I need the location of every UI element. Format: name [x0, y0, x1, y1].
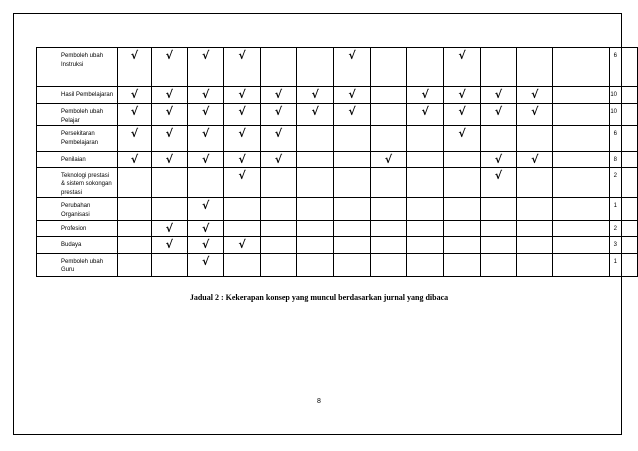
total-count: 2	[610, 167, 638, 198]
mark-cell	[118, 236, 152, 253]
mark-cell	[297, 167, 334, 198]
mark-cell	[151, 126, 187, 152]
mark-cell	[517, 198, 553, 221]
factor-label: Pemboleh ubah Guru	[37, 253, 118, 276]
mark-cell	[553, 48, 610, 87]
mark-cell	[334, 236, 370, 253]
mark-cell	[224, 167, 260, 198]
mark-cell	[517, 152, 553, 168]
total-count: 8	[610, 152, 638, 168]
mark-cell	[151, 152, 187, 168]
mark-cell	[480, 104, 516, 126]
mark-cell	[297, 48, 334, 87]
mark-cell	[118, 87, 152, 104]
mark-cell	[553, 126, 610, 152]
mark-cell	[370, 87, 406, 104]
mark-cell	[444, 167, 480, 198]
mark-cell	[553, 236, 610, 253]
mark-cell	[151, 167, 187, 198]
table-row	[37, 236, 638, 253]
check-mark-icon: √	[201, 105, 210, 118]
mark-cell	[480, 48, 516, 87]
mark-cell	[297, 236, 334, 253]
mark-cell	[517, 87, 553, 104]
mark-cell	[297, 198, 334, 221]
check-mark-icon: √	[348, 49, 356, 62]
check-mark-icon: √	[238, 237, 246, 251]
mark-cell	[187, 87, 223, 104]
check-mark-icon: √	[311, 88, 319, 101]
mark-cell	[334, 253, 370, 276]
mark-cell	[334, 167, 370, 198]
table-row	[37, 221, 638, 237]
mark-cell	[517, 253, 553, 276]
check-mark-icon: √	[531, 153, 539, 166]
mark-cell	[444, 236, 480, 253]
check-mark-icon: √	[165, 153, 173, 166]
check-mark-icon: √	[238, 105, 246, 118]
check-mark-icon: √	[494, 88, 503, 101]
check-mark-icon: √	[458, 127, 466, 140]
mark-cell	[151, 236, 187, 253]
mark-cell	[260, 126, 296, 152]
mark-cell	[407, 152, 444, 168]
mark-cell	[118, 253, 152, 276]
mark-cell	[260, 104, 296, 126]
check-mark-icon: √	[494, 153, 503, 166]
total-count: 1	[610, 253, 638, 276]
check-mark-icon: √	[531, 105, 539, 118]
check-mark-icon: √	[238, 153, 246, 166]
mark-cell	[118, 198, 152, 221]
mark-cell	[297, 221, 334, 237]
mark-cell	[260, 198, 296, 221]
mark-cell	[444, 253, 480, 276]
mark-cell	[151, 221, 187, 237]
factor-label: Persekitaran Pembelajaran	[37, 126, 118, 152]
check-mark-icon: √	[274, 127, 283, 140]
mark-cell	[370, 253, 406, 276]
mark-cell	[118, 167, 152, 198]
mark-cell	[297, 126, 334, 152]
mark-cell	[187, 198, 223, 221]
mark-cell	[187, 236, 223, 253]
mark-cell	[370, 236, 406, 253]
mark-cell	[151, 87, 187, 104]
mark-cell	[118, 152, 152, 168]
mark-cell	[260, 221, 296, 237]
mark-cell	[224, 87, 260, 104]
check-mark-icon: √	[201, 153, 210, 166]
total-count: 10	[610, 87, 638, 104]
mark-cell	[517, 221, 553, 237]
mark-cell	[224, 253, 260, 276]
check-mark-icon: √	[238, 49, 246, 62]
factor-label: Profesion	[37, 221, 118, 237]
check-mark-icon: √	[421, 88, 429, 101]
mark-cell	[370, 48, 406, 87]
mark-cell	[334, 126, 370, 152]
mark-cell	[480, 253, 516, 276]
mark-cell	[370, 126, 406, 152]
mark-cell	[517, 48, 553, 87]
mark-cell	[334, 87, 370, 104]
mark-cell	[187, 48, 223, 87]
mark-cell	[480, 152, 516, 168]
mark-cell	[334, 104, 370, 126]
check-mark-icon: √	[165, 222, 173, 235]
check-mark-icon: √	[201, 127, 210, 140]
check-mark-icon: √	[458, 88, 466, 101]
table-row	[37, 167, 638, 198]
mark-cell	[480, 167, 516, 198]
mark-cell	[224, 236, 260, 253]
mark-cell	[370, 198, 406, 221]
mark-cell	[553, 221, 610, 237]
check-mark-icon: √	[311, 105, 319, 118]
mark-cell	[224, 152, 260, 168]
table-row	[37, 152, 638, 168]
mark-cell	[480, 221, 516, 237]
mark-cell	[370, 152, 406, 168]
mark-cell	[151, 198, 187, 221]
total-count: 6	[610, 48, 638, 87]
mark-cell	[553, 167, 610, 198]
mark-cell	[553, 87, 610, 104]
mark-cell	[407, 253, 444, 276]
mark-cell	[187, 253, 223, 276]
mark-cell	[517, 104, 553, 126]
mark-cell	[553, 253, 610, 276]
factor-label: Pemboleh ubah Pelajar	[37, 104, 118, 126]
check-mark-icon: √	[165, 105, 173, 118]
total-count: 2	[610, 221, 638, 237]
mark-cell	[444, 87, 480, 104]
table-row	[37, 126, 638, 152]
mark-cell	[407, 221, 444, 237]
mark-cell	[334, 48, 370, 87]
check-mark-icon: √	[458, 105, 466, 118]
check-mark-icon: √	[165, 237, 173, 251]
check-mark-icon: √	[201, 88, 210, 101]
mark-cell	[480, 236, 516, 253]
check-mark-icon: √	[201, 199, 210, 212]
mark-cell	[370, 221, 406, 237]
mark-cell	[407, 104, 444, 126]
check-mark-icon: √	[494, 105, 503, 118]
mark-cell	[407, 236, 444, 253]
mark-cell	[480, 126, 516, 152]
mark-cell	[151, 253, 187, 276]
mark-cell	[517, 126, 553, 152]
check-mark-icon: √	[201, 237, 210, 251]
mark-cell	[334, 221, 370, 237]
mark-cell	[187, 221, 223, 237]
total-count: 6	[610, 126, 638, 152]
check-mark-icon: √	[130, 127, 139, 140]
mark-cell	[151, 48, 187, 87]
factor-label: Hasil Pembelajaran	[37, 87, 118, 104]
check-mark-icon: √	[274, 153, 283, 166]
check-mark-icon: √	[348, 88, 356, 101]
factor-label: Budaya	[37, 236, 118, 253]
table-row	[37, 48, 638, 87]
mark-cell	[480, 87, 516, 104]
factor-label: Perubahan Organisasi	[37, 198, 118, 221]
mark-cell	[187, 104, 223, 126]
mark-cell	[297, 152, 334, 168]
check-mark-icon: √	[130, 105, 139, 118]
check-mark-icon: √	[238, 127, 246, 140]
mark-cell	[224, 104, 260, 126]
mark-cell	[553, 152, 610, 168]
mark-cell	[334, 152, 370, 168]
mark-cell	[224, 198, 260, 221]
mark-cell	[480, 198, 516, 221]
mark-cell	[553, 104, 610, 126]
mark-cell	[553, 198, 610, 221]
check-mark-icon: √	[238, 88, 246, 101]
mark-cell	[260, 87, 296, 104]
mark-cell	[260, 253, 296, 276]
table-caption: Jadual 2 : Kekerapan konsep yang muncul berdasarkan jurnal yang dibaca	[189, 293, 449, 302]
mark-cell	[297, 104, 334, 126]
check-mark-icon: √	[274, 88, 283, 101]
mark-cell	[297, 253, 334, 276]
concept-frequency-table	[36, 47, 638, 277]
mark-cell	[118, 48, 152, 87]
table-row	[37, 104, 638, 126]
mark-cell	[118, 126, 152, 152]
check-mark-icon: √	[348, 105, 356, 118]
mark-cell	[151, 104, 187, 126]
check-mark-icon: √	[130, 88, 139, 101]
mark-cell	[297, 87, 334, 104]
mark-cell	[187, 126, 223, 152]
mark-cell	[407, 198, 444, 221]
table-row	[37, 253, 638, 276]
mark-cell	[224, 221, 260, 237]
total-count: 1	[610, 198, 638, 221]
page-number: 8	[317, 398, 321, 405]
check-mark-icon: √	[165, 127, 173, 140]
mark-cell	[224, 126, 260, 152]
mark-cell	[444, 104, 480, 126]
mark-cell	[444, 198, 480, 221]
factor-label: Pemboleh ubah Instruksi	[37, 48, 118, 87]
mark-cell	[444, 126, 480, 152]
check-mark-icon: √	[494, 168, 503, 182]
mark-cell	[407, 126, 444, 152]
mark-cell	[260, 167, 296, 198]
mark-cell	[224, 48, 260, 87]
check-mark-icon: √	[274, 105, 283, 118]
check-mark-icon: √	[458, 49, 466, 62]
mark-cell	[444, 221, 480, 237]
check-mark-icon: √	[384, 153, 393, 166]
check-mark-icon: √	[531, 88, 539, 101]
mark-cell	[517, 236, 553, 253]
mark-cell	[187, 167, 223, 198]
check-mark-icon: √	[130, 153, 139, 166]
check-mark-icon: √	[201, 49, 210, 62]
check-mark-icon: √	[165, 49, 173, 62]
mark-cell	[187, 152, 223, 168]
factor-label: Penilaian	[37, 152, 118, 168]
check-mark-icon: √	[201, 222, 210, 235]
table-row	[37, 198, 638, 221]
check-mark-icon: √	[421, 105, 429, 118]
mark-cell	[444, 152, 480, 168]
mark-cell	[118, 104, 152, 126]
table-row	[37, 87, 638, 104]
total-count: 10	[610, 104, 638, 126]
mark-cell	[517, 167, 553, 198]
check-mark-icon: √	[130, 49, 139, 62]
mark-cell	[118, 221, 152, 237]
mark-cell	[407, 48, 444, 87]
mark-cell	[260, 48, 296, 87]
factor-label: Teknologi prestasi & sistem sokongan prestasi	[37, 167, 118, 198]
mark-cell	[260, 236, 296, 253]
mark-cell	[370, 167, 406, 198]
mark-cell	[407, 167, 444, 198]
check-mark-icon: √	[165, 88, 173, 101]
mark-cell	[334, 198, 370, 221]
mark-cell	[444, 48, 480, 87]
mark-cell	[407, 87, 444, 104]
check-mark-icon: √	[238, 168, 246, 182]
mark-cell	[260, 152, 296, 168]
total-count: 3	[610, 236, 638, 253]
check-mark-icon: √	[201, 254, 210, 268]
mark-cell	[370, 104, 406, 126]
